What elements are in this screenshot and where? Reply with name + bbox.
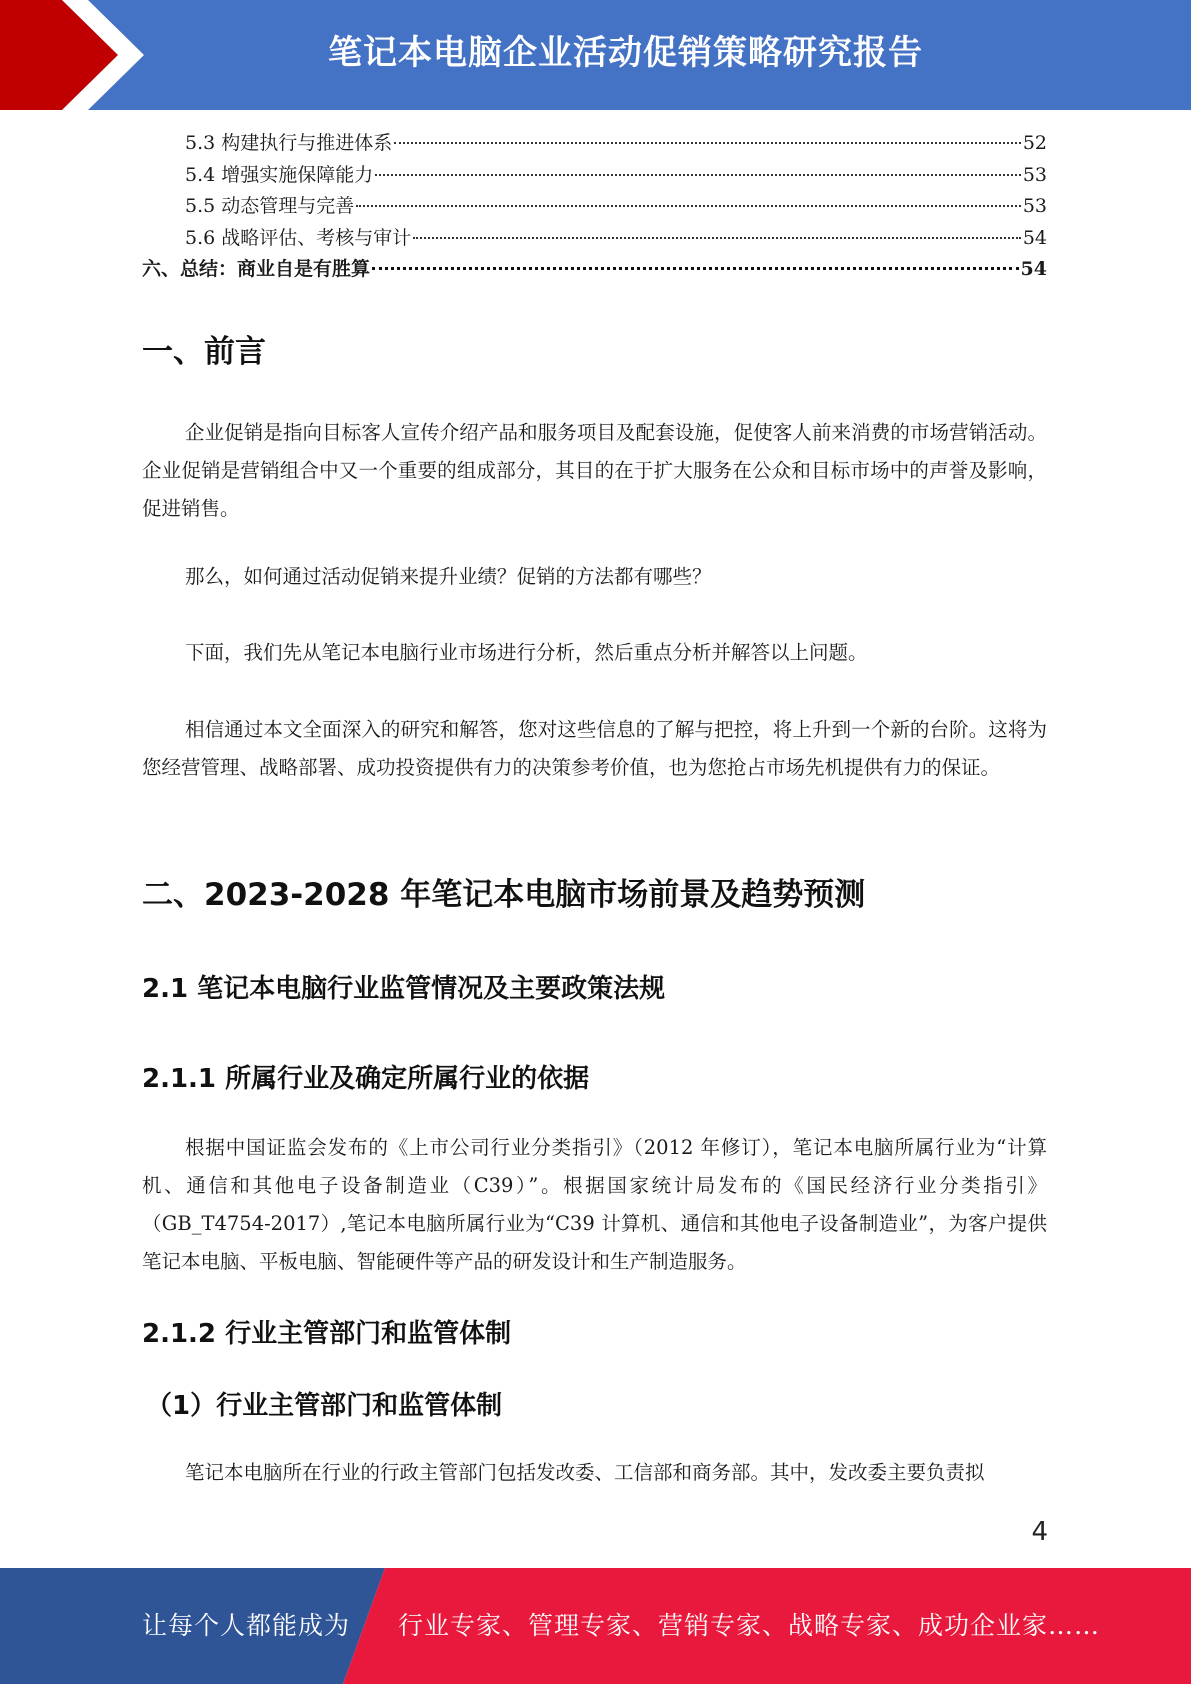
body-paragraph: 相信通过本文全面深入的研究和解答，您对这些信息的了解与把控，将上升到一个新的台阶。这将为您经营管理、战略部署、成功投资提供有力的决策参考价值，也为您抢占市场先机提供有力的保证。 (142, 718, 1047, 779)
toc-leader (394, 142, 1021, 144)
footer-slogan-left: 让每个人都能成为 (142, 1611, 351, 1640)
toc-entry-page: 53 (1022, 163, 1047, 186)
page-footer (0, 1568, 1191, 1684)
body-paragraph: 下面，我们先从笔记本电脑行业市场进行分析，然后重点分析并解答以上问题。 (185, 641, 868, 664)
toc-leader (372, 267, 1019, 270)
section-heading: 二、2023-2028 年笔记本电脑市场前景及趋势预测 (142, 877, 866, 913)
toc-entry-label: 5.5 动态管理与完善 (185, 195, 355, 217)
subsection-heading: 2.1.2 行业主管部门和监管体制 (142, 1319, 512, 1349)
page-number: 4 (1031, 1517, 1048, 1547)
body-paragraph: 笔记本电脑所在行业的行政主管部门包括发改委、工信部和商务部。其中，发改委主要负责拟 (185, 1461, 985, 1484)
section-heading: 一、前言 (142, 334, 266, 370)
body-paragraph: 根据中国证监会发布的《上市公司行业分类指引》（2012 年修订），笔记本电脑所属行业为“计算机、通信和其他电子设备制造业（C39）”。根据国家统计局发布的《国民经济行业分类指引》（GB_T4754-2017）,笔记本电脑所属行业为“C39 计算机、通信和其他电子设备制造业”，为客户提供笔记本电脑、平板电脑、智能硬件等产品的研发设计和生产制造服务。 (142, 1136, 1047, 1273)
toc-leader (375, 174, 1021, 176)
footer-slogan-right: 行业专家、管理专家、营销专家、战略专家、成功企业家…… (398, 1611, 1101, 1640)
toc-entry[interactable] (142, 128, 1047, 160)
toc-leader (356, 205, 1021, 207)
toc-entry[interactable] (142, 223, 1047, 255)
body-paragraph: 那么，如何通过活动促销来提升业绩？促销的方法都有哪些？ (185, 565, 712, 588)
subsection-heading: （1）行业主管部门和监管体制 (146, 1391, 503, 1421)
toc-entry-page: 54 (1022, 226, 1047, 249)
toc-entry[interactable] (142, 160, 1047, 192)
toc-entry[interactable] (142, 254, 1047, 286)
toc-entry-label: 六、总结：商业自是有胜算 (142, 258, 371, 280)
toc-entry-label: 5.4 增强实施保障能力 (185, 163, 374, 186)
toc-entry-label: 5.6 战略评估、考核与审计 (185, 226, 412, 249)
toc-entry-page: 54 (1020, 258, 1047, 280)
toc-entry-page: 53 (1022, 195, 1047, 217)
toc-entry-page: 52 (1022, 132, 1047, 154)
page-header (0, 0, 1191, 110)
toc-entry[interactable] (142, 191, 1047, 223)
report-title: 笔记本电脑企业活动促销策略研究报告 (328, 33, 923, 73)
subsection-heading: 2.1.1 所属行业及确定所属行业的依据 (142, 1064, 590, 1094)
toc-entry-label: 5.3 构建执行与推进体系 (185, 132, 393, 154)
body-paragraph: 企业促销是指向目标客人宣传介绍产品和服务项目及配套设施，促使客人前来消费的市场营销活动。企业促销是营销组合中又一个重要的组成部分，其目的在于扩大服务在公众和目标市场中的声誉及影响，促进销售。 (142, 421, 1047, 520)
toc-leader (413, 237, 1021, 239)
subsection-heading: 2.1 笔记本电脑行业监管情况及主要政策法规 (142, 974, 666, 1004)
table-of-contents (142, 128, 1047, 286)
